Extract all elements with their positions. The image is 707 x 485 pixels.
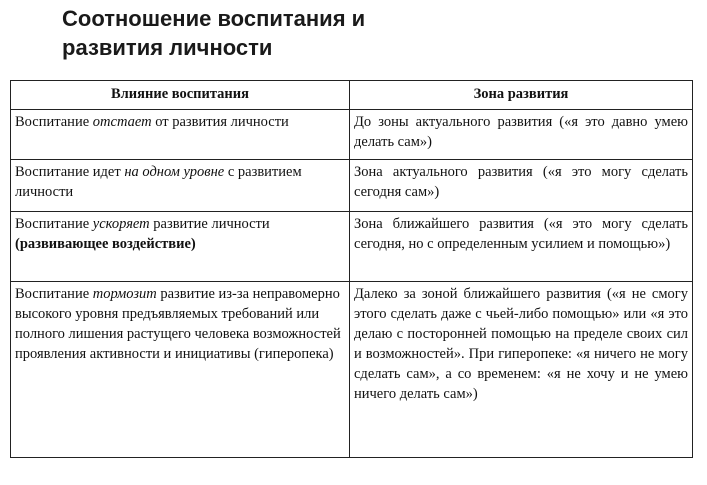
zone-cell: Зона актуального развития («я это могу сделать сегодня сам»)	[350, 160, 693, 212]
influence-bold-note: (развивающее воздействие)	[15, 236, 196, 252]
influence-text: развитие личности	[149, 216, 270, 232]
influence-text: Воспитание	[15, 114, 93, 130]
zone-cell: Далеко за зоной ближайшего развития («я не смогу этого сделать даже с чьей-либо помощью» или «я это делаю с посторонней помощью на пределе своих сил и возможностей». При гиперопеке: «я ничего не могу сделать сам», а со временем: «я не хочу и не умею ничего делать сам»)	[350, 282, 693, 458]
influence-cell	[11, 110, 350, 160]
influence-emphasis: тормозит	[92, 286, 157, 302]
influence-text: Воспитание	[15, 286, 93, 302]
upbringing-development-table	[10, 80, 693, 458]
influence-text: с развитием личности	[15, 164, 302, 200]
influence-cell	[11, 282, 350, 458]
influence-emphasis: ускоряет	[92, 216, 150, 232]
table-header-row	[11, 81, 693, 110]
table-row	[11, 110, 693, 160]
influence-text: развитие из-за неправомерно высокого уровня предъявляемых требований или полного лишения растущего человека возможностей проявления активности и инициативы (гиперопека)	[15, 286, 341, 362]
influence-text: от развития личности	[151, 114, 289, 130]
zone-cell: До зоны актуального развития («я это давно умею делать сам»)	[350, 110, 693, 160]
table-row	[11, 282, 693, 458]
table-row	[11, 212, 693, 282]
influence-text: Воспитание идет	[15, 164, 125, 180]
influence-text: Воспитание	[15, 216, 93, 232]
page-title-line-1: Соотношение воспитания и	[62, 6, 366, 31]
header-upbringing-influence: Влияние воспитания	[11, 81, 350, 110]
influence-cell	[11, 212, 350, 282]
page-title-line-2: развития личности	[62, 35, 273, 60]
page-title	[62, 4, 365, 62]
influence-emphasis: отстает	[92, 114, 152, 130]
header-development-zone: Зона развития	[350, 81, 693, 110]
zone-cell: Зона ближайшего развития («я это могу сделать сегодня, но с определенным усилием и помощью»)	[350, 212, 693, 282]
influence-emphasis: на одном уровне	[124, 164, 225, 180]
influence-cell	[11, 160, 350, 212]
table-row	[11, 160, 693, 212]
